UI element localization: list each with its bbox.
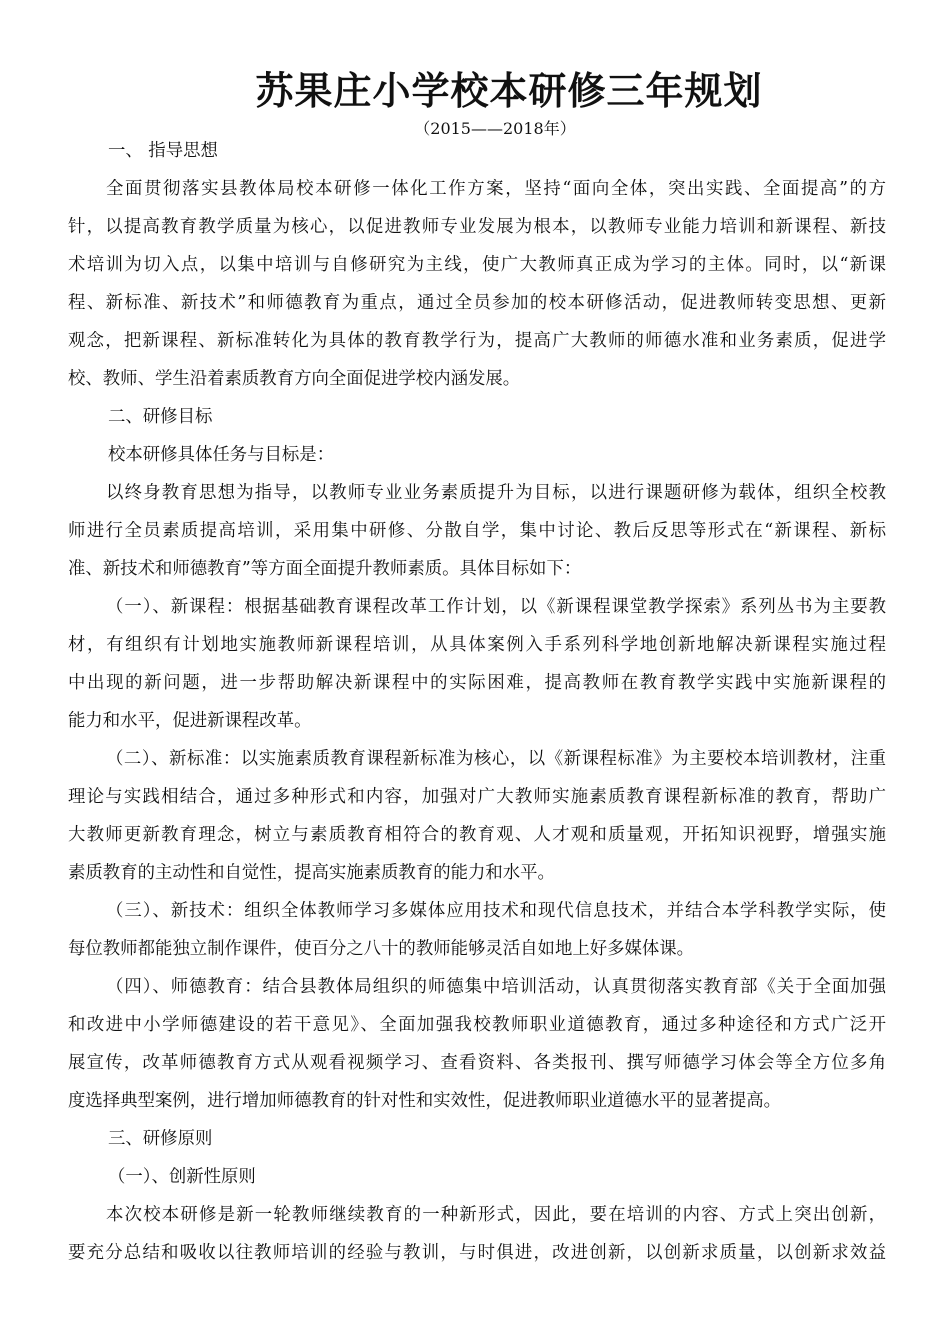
text-line: 校本研修具体任务与目标是：	[108, 445, 335, 465]
text-line: 能力和水平，促进新课程改革。	[68, 711, 312, 731]
text-line: 校、教师、学生沿着素质教育方向全面促进学校内涵发展。	[68, 369, 521, 389]
text-line: 和改进中小学师德建设的若干意见》、全面加强我校教师职业道德教育，通过多种途径和方式广泛开	[68, 1015, 886, 1035]
text-line: （三）、新技术：组织全体教师学习多媒体应用技术和现代信息技术，并结合本学科教学实际，使	[106, 901, 886, 921]
text-line: （二）、新标准：以实施素质教育课程新标准为核心，以《新课程标准》为主要校本培训教材，注重	[106, 749, 886, 769]
section-heading: 一、 指导思想	[108, 141, 218, 161]
text-line: 准、新技术和师德教育”等方面全面提升教师素质。具体目标如下：	[68, 559, 582, 579]
text-line: 理论与实践相结合，通过多种形式和内容，加强对广大教师实施素质教育课程新标准的教育，帮助广	[68, 787, 886, 807]
text-line: 术培训为切入点，以集中培训与自修研究为主线，使广大教师真正成为学习的主体。同时，以“新课	[68, 255, 886, 275]
document-subtitle: （2015——2018年）	[414, 119, 576, 138]
text-line: （一）、新课程：根据基础教育课程改革工作计划，以《新课程课堂教学探索》系列丛书为主要教	[106, 597, 886, 617]
section-heading: 二、研修目标	[108, 407, 213, 427]
text-line: 度选择典型案例，进行增加师德教育的针对性和实效性，促进教师职业道德水平的显著提高。	[68, 1091, 782, 1111]
text-line: 程、新标准、新技术”和师德教育为重点，通过全员参加的校本研修活动，促进教师转变思想、更新	[68, 293, 886, 313]
text-line: 要充分总结和吸收以往教师培训的经验与教训，与时俱进，改进创新，以创新求质量，以创新求效益	[68, 1243, 886, 1263]
text-line: 针，以提高教育教学质量为核心，以促进教师专业发展为根本，以教师专业能力培训和新课程、新技	[68, 217, 886, 237]
text-line: 以终身教育思想为指导，以教师专业业务素质提升为目标，以进行课题研修为载体，组织全校教	[106, 483, 886, 503]
text-line: （一）、创新性原则	[108, 1167, 256, 1187]
text-line: 观念，把新课程、新标准转化为具体的教育教学行为，提高广大教师的师德水准和业务素质，促进学	[68, 331, 886, 351]
text-line: 全面贯彻落实县教体局校本研修一体化工作方案，坚持“面向全体，突出实践、全面提高”的方	[106, 179, 886, 199]
text-line: 师进行全员素质提高培训，采用集中研修、分散自学，集中讨论、教后反思等形式在“新课程、新标	[68, 521, 886, 541]
text-line: 本次校本研修是新一轮教师继续教育的一种新形式，因此，要在培训的内容、方式上突出创新，	[106, 1205, 886, 1225]
text-line: 中出现的新问题，进一步帮助解决新课程中的实际困难，提高教师在教育教学实践中实施新课程的	[68, 673, 886, 693]
text-line: 大教师更新教育理念，树立与素质教育相符合的教育观、人才观和质量观，开拓知识视野，增强实施	[68, 825, 886, 845]
text-line: 每位教师都能独立制作课件，使百分之八十的教师能够灵活自如地上好多媒体课。	[68, 939, 695, 959]
text-line: （四）、师德教育：结合县教体局组织的师德集中培训活动，认真贯彻落实教育部《关于全面加强	[106, 977, 886, 997]
text-line: 材，有组织有计划地实施教师新课程培训，从具体案例入手系列科学地创新地解决新课程实施过程	[68, 635, 886, 655]
text-line: 素质教育的主动性和自觉性，提高实施素质教育的能力和水平。	[68, 863, 555, 883]
text-line: 展宣传，改革师德教育方式从观看视频学习、查看资料、各类报刊、撰写师德学习体会等全方位多角	[68, 1053, 886, 1073]
section-heading: 三、研修原则	[108, 1129, 213, 1149]
document-body	[68, 132, 886, 1272]
document-title: 苏果庄小学校本研修三年规划	[255, 69, 763, 113]
